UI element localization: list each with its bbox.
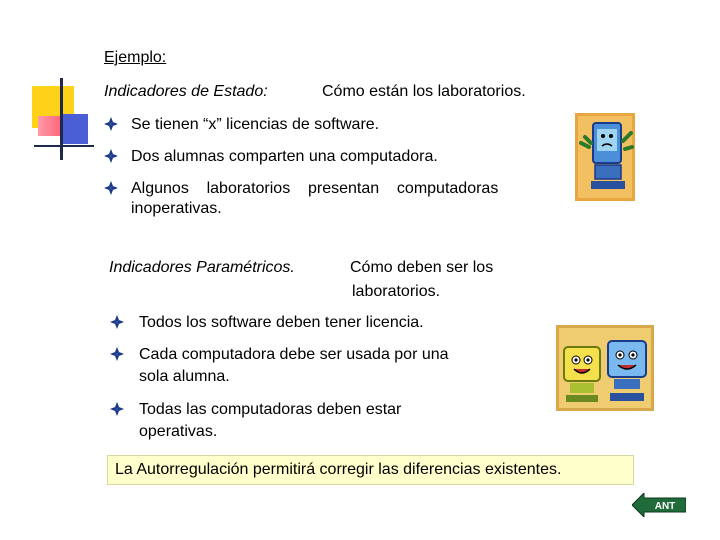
decor-blue-square xyxy=(60,114,88,144)
sad-computer-clipart xyxy=(575,113,635,201)
ant-nav-button[interactable] xyxy=(632,493,686,517)
diamond-bullet-icon xyxy=(110,347,124,361)
section1-bullet: Se tienen “x” licencias de software. xyxy=(131,116,380,133)
section1-bullet: Algunos laboratorios presentan computadoras xyxy=(131,180,499,197)
page-heading: Ejemplo: xyxy=(104,49,167,66)
diamond-bullet-icon xyxy=(104,149,118,163)
section2-bullet: Cada computadora debe ser usada por una xyxy=(139,346,449,363)
decor-horizontal-line xyxy=(34,145,94,147)
decor-vertical-line xyxy=(60,78,63,160)
section2-subtitle-line1: Cómo deben ser los xyxy=(350,259,494,276)
diamond-bullet-icon xyxy=(110,402,124,416)
diamond-bullet-icon xyxy=(110,315,124,329)
section1-bullet: Dos alumnas comparten una computadora. xyxy=(131,148,438,165)
section2-bullet-continuation: sola alumna. xyxy=(139,368,230,385)
section1-bullet-continuation: inoperativas. xyxy=(131,200,222,217)
section2-bullet-continuation: operativas. xyxy=(139,423,218,440)
happy-computers-clipart xyxy=(556,325,654,411)
conclusion-text: La Autorregulación permitirá corregir las diferencias existentes. xyxy=(115,461,562,478)
section1-title: Indicadores de Estado: xyxy=(104,83,268,100)
ant-nav-label: ANT xyxy=(654,501,676,512)
diamond-bullet-icon xyxy=(104,117,118,131)
section2-subtitle-line2: laboratorios. xyxy=(352,283,441,300)
diamond-bullet-icon xyxy=(104,181,118,195)
section1-subtitle: Cómo están los laboratorios. xyxy=(322,83,526,100)
section2-bullet: Todos los software deben tener licencia. xyxy=(139,314,424,331)
section2-title: Indicadores Paramétricos. xyxy=(109,259,295,276)
section2-bullet: Todas las computadoras deben estar xyxy=(139,401,402,418)
